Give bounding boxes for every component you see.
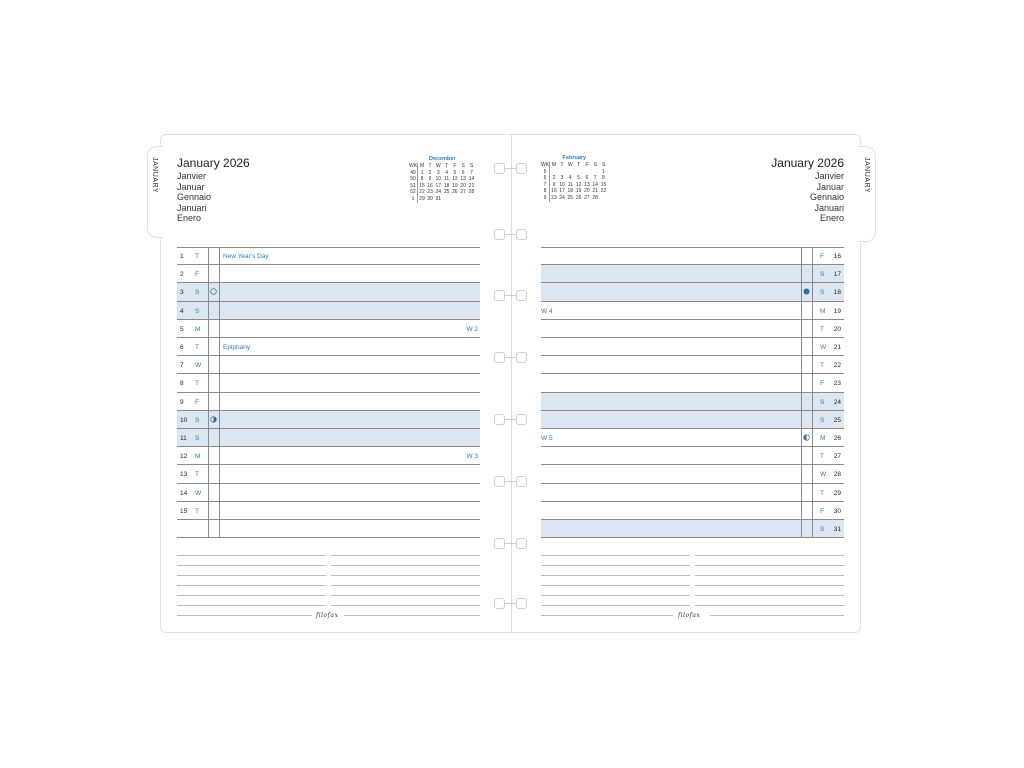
day-of-week: T	[195, 344, 199, 351]
mini-calendar-week-row	[409, 170, 476, 177]
day-of-week: T	[195, 471, 199, 479]
moon-full-icon	[210, 288, 217, 297]
day-number: 8	[180, 380, 184, 388]
translation-de: Januar	[816, 181, 844, 192]
mini-calendar-day: M	[551, 162, 557, 168]
mini-calendar-day: 29	[419, 195, 425, 202]
mini-calendar-december	[409, 156, 476, 203]
mini-calendar-week-number: 5	[541, 169, 550, 176]
footer-rule	[344, 615, 480, 616]
day-row[interactable]	[541, 465, 844, 483]
mini-calendar-day: 13	[460, 176, 466, 183]
mini-calendar-day	[442, 196, 450, 203]
mini-calendar-day: T	[577, 162, 581, 168]
mini-calendar-day: 22	[600, 188, 607, 195]
notes-line[interactable]	[541, 585, 690, 586]
ring-hole-icon	[494, 598, 528, 612]
column-divider	[219, 247, 220, 538]
notes-line[interactable]	[177, 595, 326, 596]
mini-calendar-day: 3	[560, 175, 564, 182]
right-month-translations	[810, 171, 844, 224]
mini-calendar-day	[550, 169, 558, 176]
mini-calendar-day: 26	[575, 194, 582, 201]
mini-calendar-week-row	[541, 195, 608, 202]
mini-calendar-day: 9	[552, 181, 556, 188]
day-number: 30	[833, 507, 841, 515]
notes-line[interactable]	[541, 565, 690, 566]
left-tab-label: JANUARY	[151, 157, 158, 194]
mini-calendar-day: 18	[567, 188, 574, 195]
footer-rule	[177, 615, 312, 616]
mini-calendar-day: W	[567, 162, 573, 168]
day-of-week: S	[820, 289, 825, 297]
mini-calendar-day: 16	[427, 182, 433, 189]
mini-calendar-week-row	[409, 176, 476, 183]
day-number: 24	[833, 398, 841, 406]
day-row[interactable]	[541, 247, 844, 265]
mini-calendar-day: 22	[419, 189, 425, 196]
mini-calendar-day: 15	[600, 181, 607, 188]
week-number: W 5	[541, 435, 553, 442]
mini-calendar-day: 25	[567, 194, 574, 201]
day-row[interactable]	[541, 447, 844, 465]
day-number: 13	[180, 471, 188, 479]
left-month-title: January 2026	[177, 156, 250, 170]
mini-calendar-day	[583, 169, 591, 176]
day-row[interactable]	[541, 356, 844, 374]
column-divider	[801, 247, 802, 538]
mini-calendar-day: 24	[435, 189, 442, 196]
mini-calendar-day	[451, 196, 459, 203]
notes-line[interactable]	[331, 565, 480, 566]
day-number: 14	[180, 489, 188, 497]
mini-calendar-day: 21	[592, 188, 598, 195]
mini-calendar-week-number: 52	[410, 189, 416, 196]
notes-line[interactable]	[695, 575, 844, 576]
mini-calendar-day: F	[585, 162, 589, 168]
mini-calendar-grid	[541, 162, 608, 202]
mini-calendar-day: 14	[592, 181, 598, 188]
day-row[interactable]	[177, 338, 480, 356]
mini-calendar-week-number: 1	[409, 196, 418, 203]
day-row[interactable]	[177, 484, 480, 502]
day-number: 6	[180, 344, 184, 351]
mini-calendar-header-row	[409, 163, 476, 170]
mini-calendar-day: 8	[602, 175, 605, 182]
mini-calendar-day: 23	[551, 194, 557, 201]
day-row[interactable]	[177, 447, 480, 465]
mini-calendar-day	[467, 196, 475, 203]
ring-hole-icon	[494, 538, 528, 552]
day-number: 4	[180, 307, 184, 315]
translation-es: Enero	[819, 213, 844, 224]
day-row[interactable]	[541, 429, 844, 447]
translation-nl: Januari	[177, 202, 207, 213]
day-number: 22	[833, 362, 841, 370]
mini-calendar-day	[574, 169, 582, 176]
day-number: 19	[833, 307, 841, 315]
day-row[interactable]	[177, 411, 480, 429]
day-row[interactable]	[541, 393, 844, 411]
day-row[interactable]	[541, 338, 844, 356]
day-number: 23	[833, 380, 841, 388]
left-month-translations	[177, 171, 211, 224]
notes-line[interactable]	[695, 565, 844, 566]
day-row[interactable]	[541, 502, 844, 520]
mini-calendar-day: 14	[468, 176, 475, 183]
notes-line[interactable]	[331, 595, 480, 596]
mini-calendar-day	[599, 195, 607, 202]
day-row[interactable]	[541, 320, 844, 338]
notes-line[interactable]	[331, 555, 480, 556]
mini-calendar-day: 28	[592, 194, 598, 201]
day-row[interactable]	[541, 283, 844, 301]
mini-calendar-week-number: 9	[541, 195, 550, 202]
day-number: 1	[180, 253, 184, 260]
day-of-week: T	[820, 489, 824, 497]
mini-calendar-day: S	[461, 163, 465, 169]
notes-line[interactable]	[331, 585, 480, 586]
mini-calendar-day: 6	[585, 175, 589, 182]
day-of-week: T	[195, 253, 199, 260]
footer-rule	[541, 615, 673, 616]
mini-calendar-day: 4	[568, 175, 572, 182]
mini-calendar-week-number: WK	[409, 163, 418, 169]
moon-first-quarter-icon	[803, 434, 810, 443]
mini-calendar-grid	[409, 163, 476, 203]
day-number: 16	[833, 253, 841, 260]
mini-calendar-day: 17	[435, 182, 442, 189]
day-row[interactable]	[541, 265, 844, 283]
day-row[interactable]	[177, 520, 480, 538]
right-tab-label: JANUARY	[863, 157, 870, 194]
day-number: 26	[833, 435, 841, 442]
day-number: 18	[833, 289, 841, 297]
footer-rule	[710, 615, 844, 616]
mini-calendar-day: 20	[584, 188, 590, 195]
day-number: 12	[180, 453, 188, 461]
mini-calendar-day: 1	[602, 168, 605, 175]
day-of-week: S	[195, 435, 200, 442]
day-number: 21	[833, 344, 841, 351]
day-of-week: T	[195, 507, 199, 515]
mini-calendar-day: 2	[428, 169, 432, 176]
day-number: 3	[180, 289, 184, 297]
mini-calendar-day: 17	[559, 188, 565, 195]
day-of-week: S	[195, 416, 200, 424]
mini-calendar-day: 18	[443, 182, 450, 189]
mini-calendar-day: 19	[575, 188, 582, 195]
day-of-week: M	[820, 435, 826, 442]
week-number: W 4	[541, 307, 553, 315]
mini-calendar-week-number: 7	[541, 182, 550, 189]
notes-line[interactable]	[177, 555, 326, 556]
mini-calendar-day: S	[601, 162, 606, 168]
mini-calendar-week-row	[541, 169, 608, 176]
notes-line[interactable]	[331, 575, 480, 576]
mini-calendar-week-row	[541, 175, 608, 182]
mini-calendar-week-number: 51	[410, 182, 416, 189]
right-month-tab[interactable]	[858, 146, 876, 242]
day-row[interactable]	[177, 502, 480, 520]
day-of-week: F	[820, 380, 824, 388]
day-row[interactable]	[177, 265, 480, 283]
day-of-week: T	[820, 453, 824, 461]
mini-calendar-week-row	[541, 188, 608, 195]
mini-calendar-day: 9	[428, 176, 432, 183]
mini-calendar-february	[541, 155, 608, 202]
mini-calendar-day	[566, 169, 574, 176]
day-of-week: W	[195, 362, 202, 370]
mini-calendar-week-number: 6	[541, 175, 550, 182]
notes-line[interactable]	[177, 575, 326, 576]
day-number: 28	[833, 471, 841, 479]
day-number: 25	[833, 416, 841, 424]
mini-calendar-week-row	[409, 183, 476, 190]
mini-calendar-day: T	[445, 163, 449, 169]
ring-hole-icon	[494, 414, 528, 428]
mini-calendar-title: February	[562, 155, 587, 161]
day-number: 31	[833, 526, 841, 533]
mini-calendar-day: 27	[584, 194, 590, 201]
mini-calendar-day: 20	[460, 182, 466, 189]
right-brand-logo: filofax	[678, 612, 701, 619]
moon-new-icon	[803, 288, 810, 297]
mini-calendar-week-number: 8	[541, 188, 550, 195]
mini-calendar-day: 21	[468, 182, 475, 189]
mini-calendar-day: 5	[577, 175, 580, 182]
day-of-week: W	[820, 471, 827, 479]
day-of-week: F	[195, 398, 199, 406]
mini-calendar-week-row	[409, 189, 476, 196]
translation-nl: Januari	[814, 202, 844, 213]
mini-calendar-day: 4	[445, 169, 448, 176]
mini-calendar-day: 13	[584, 181, 590, 188]
mini-calendar-day: 11	[444, 176, 450, 183]
mini-calendar-day: 16	[551, 188, 557, 195]
day-number: 15	[180, 507, 188, 515]
moon-last-quarter-icon	[210, 416, 217, 425]
mini-calendar-day: 28	[468, 189, 475, 196]
mini-calendar-day: T	[428, 163, 432, 169]
day-row[interactable]	[177, 429, 480, 447]
day-of-week: F	[820, 253, 824, 260]
day-of-week: S	[820, 526, 825, 533]
mini-calendar-day: F	[453, 163, 457, 169]
day-number: 20	[833, 325, 841, 333]
mini-calendar-week-number: WK	[541, 162, 550, 168]
day-row[interactable]	[177, 247, 480, 265]
day-of-week: S	[820, 271, 825, 279]
notes-line[interactable]	[695, 605, 844, 606]
day-number: 29	[833, 489, 841, 497]
mini-calendar-day: 12	[575, 181, 582, 188]
mini-calendar-day: 8	[420, 176, 424, 183]
mini-calendar-title: December	[429, 156, 456, 162]
mini-calendar-day: 11	[567, 181, 573, 188]
day-row[interactable]	[541, 411, 844, 429]
left-brand-logo: filofax	[316, 612, 339, 619]
mini-calendar-day	[459, 196, 467, 203]
day-of-week: M	[195, 325, 201, 333]
notes-line[interactable]	[695, 555, 844, 556]
column-divider	[208, 247, 209, 538]
mini-calendar-day: W	[435, 163, 441, 169]
day-number: 5	[180, 325, 184, 333]
translation-de: Januar	[177, 181, 205, 192]
ring-hole-icon	[494, 290, 528, 304]
mini-calendar-day: 5	[453, 169, 457, 176]
day-row[interactable]	[541, 520, 844, 538]
translation-it: Gennaio	[809, 192, 844, 203]
left-month-tab[interactable]	[147, 146, 163, 238]
ring-hole-icon	[494, 163, 528, 177]
day-of-week: W	[820, 344, 827, 351]
day-row[interactable]	[177, 465, 480, 483]
holiday-note: New Year's Day	[223, 253, 269, 260]
mini-calendar-day: 10	[435, 176, 442, 183]
translation-it: Gennaio	[177, 192, 212, 203]
day-of-week: S	[195, 289, 200, 297]
notes-line[interactable]	[695, 595, 844, 596]
mini-calendar-week-row	[409, 196, 476, 203]
notes-line[interactable]	[541, 555, 690, 556]
day-row[interactable]	[541, 302, 844, 320]
day-of-week: T	[820, 325, 824, 333]
day-number: 10	[180, 416, 188, 424]
mini-calendar-day: S	[593, 162, 597, 168]
notes-line[interactable]	[695, 585, 844, 586]
mini-calendar-day: 25	[443, 189, 450, 196]
mini-calendar-day: 7	[470, 169, 473, 176]
day-row[interactable]	[177, 356, 480, 374]
day-of-week: F	[195, 271, 199, 279]
day-of-week: F	[820, 507, 824, 515]
holiday-note: Epiphany	[223, 344, 251, 351]
mini-calendar-day: 12	[452, 176, 458, 183]
mini-calendar-day: S	[469, 163, 474, 169]
mini-calendar-day: 1	[420, 169, 424, 176]
translation-fr: Janvier	[177, 171, 207, 181]
mini-calendar-day: 6	[461, 169, 465, 176]
day-of-week: S	[820, 398, 825, 406]
day-of-week: S	[820, 416, 825, 424]
notes-line[interactable]	[177, 605, 326, 606]
notes-line[interactable]	[541, 595, 690, 596]
day-number: 17	[833, 271, 841, 279]
mini-calendar-day: 7	[593, 175, 597, 182]
day-of-week: W	[195, 489, 202, 497]
day-number: 7	[180, 362, 184, 370]
day-row[interactable]	[177, 374, 480, 392]
day-row[interactable]	[541, 374, 844, 392]
mini-calendar-day: 26	[452, 189, 458, 196]
notes-line[interactable]	[541, 575, 690, 576]
notes-line[interactable]	[541, 605, 690, 606]
day-of-week: T	[195, 380, 199, 388]
notes-line[interactable]	[177, 565, 326, 566]
day-of-week: S	[195, 307, 200, 315]
week-number: W 3	[466, 453, 478, 461]
day-row[interactable]	[177, 302, 480, 320]
notes-line[interactable]	[177, 585, 326, 586]
notes-line[interactable]	[331, 605, 480, 606]
day-row[interactable]	[177, 393, 480, 411]
mini-calendar-day: 23	[427, 189, 433, 196]
day-of-week: T	[820, 362, 824, 370]
mini-calendar-week-number: 49	[410, 169, 416, 176]
mini-calendar-day: 3	[436, 169, 440, 176]
mini-calendar-day: M	[419, 163, 425, 169]
mini-calendar-day	[558, 169, 566, 176]
right-month-title: January 2026	[771, 156, 844, 170]
day-number: 11	[180, 435, 187, 442]
column-divider	[812, 247, 813, 538]
ring-hole-icon	[494, 229, 528, 243]
day-of-week: M	[195, 453, 201, 461]
day-row[interactable]	[541, 484, 844, 502]
ring-hole-icon	[494, 352, 528, 366]
mini-calendar-day: 27	[460, 189, 466, 196]
mini-calendar-day: 30	[427, 195, 433, 202]
mini-calendar-day: 2	[552, 175, 556, 182]
mini-calendar-header-row	[541, 162, 608, 169]
mini-calendar-week-row	[541, 182, 608, 189]
day-row[interactable]	[177, 320, 480, 338]
ring-hole-icon	[494, 476, 528, 490]
day-row[interactable]	[177, 283, 480, 301]
week-number: W 2	[466, 325, 478, 333]
day-number: 27	[833, 453, 841, 461]
mini-calendar-week-number: 50	[410, 176, 416, 183]
translation-fr: Janvier	[814, 171, 844, 181]
day-number: 2	[180, 271, 184, 279]
mini-calendar-day: 15	[419, 182, 425, 189]
mini-calendar-day: 31	[435, 195, 442, 202]
day-number: 9	[180, 398, 184, 406]
mini-calendar-day: 24	[559, 194, 565, 201]
day-of-week: M	[820, 307, 826, 315]
mini-calendar-day: 10	[559, 181, 565, 188]
translation-es: Enero	[177, 213, 202, 224]
mini-calendar-day	[591, 169, 599, 176]
mini-calendar-day: 19	[452, 182, 458, 189]
mini-calendar-day: T	[560, 162, 564, 168]
